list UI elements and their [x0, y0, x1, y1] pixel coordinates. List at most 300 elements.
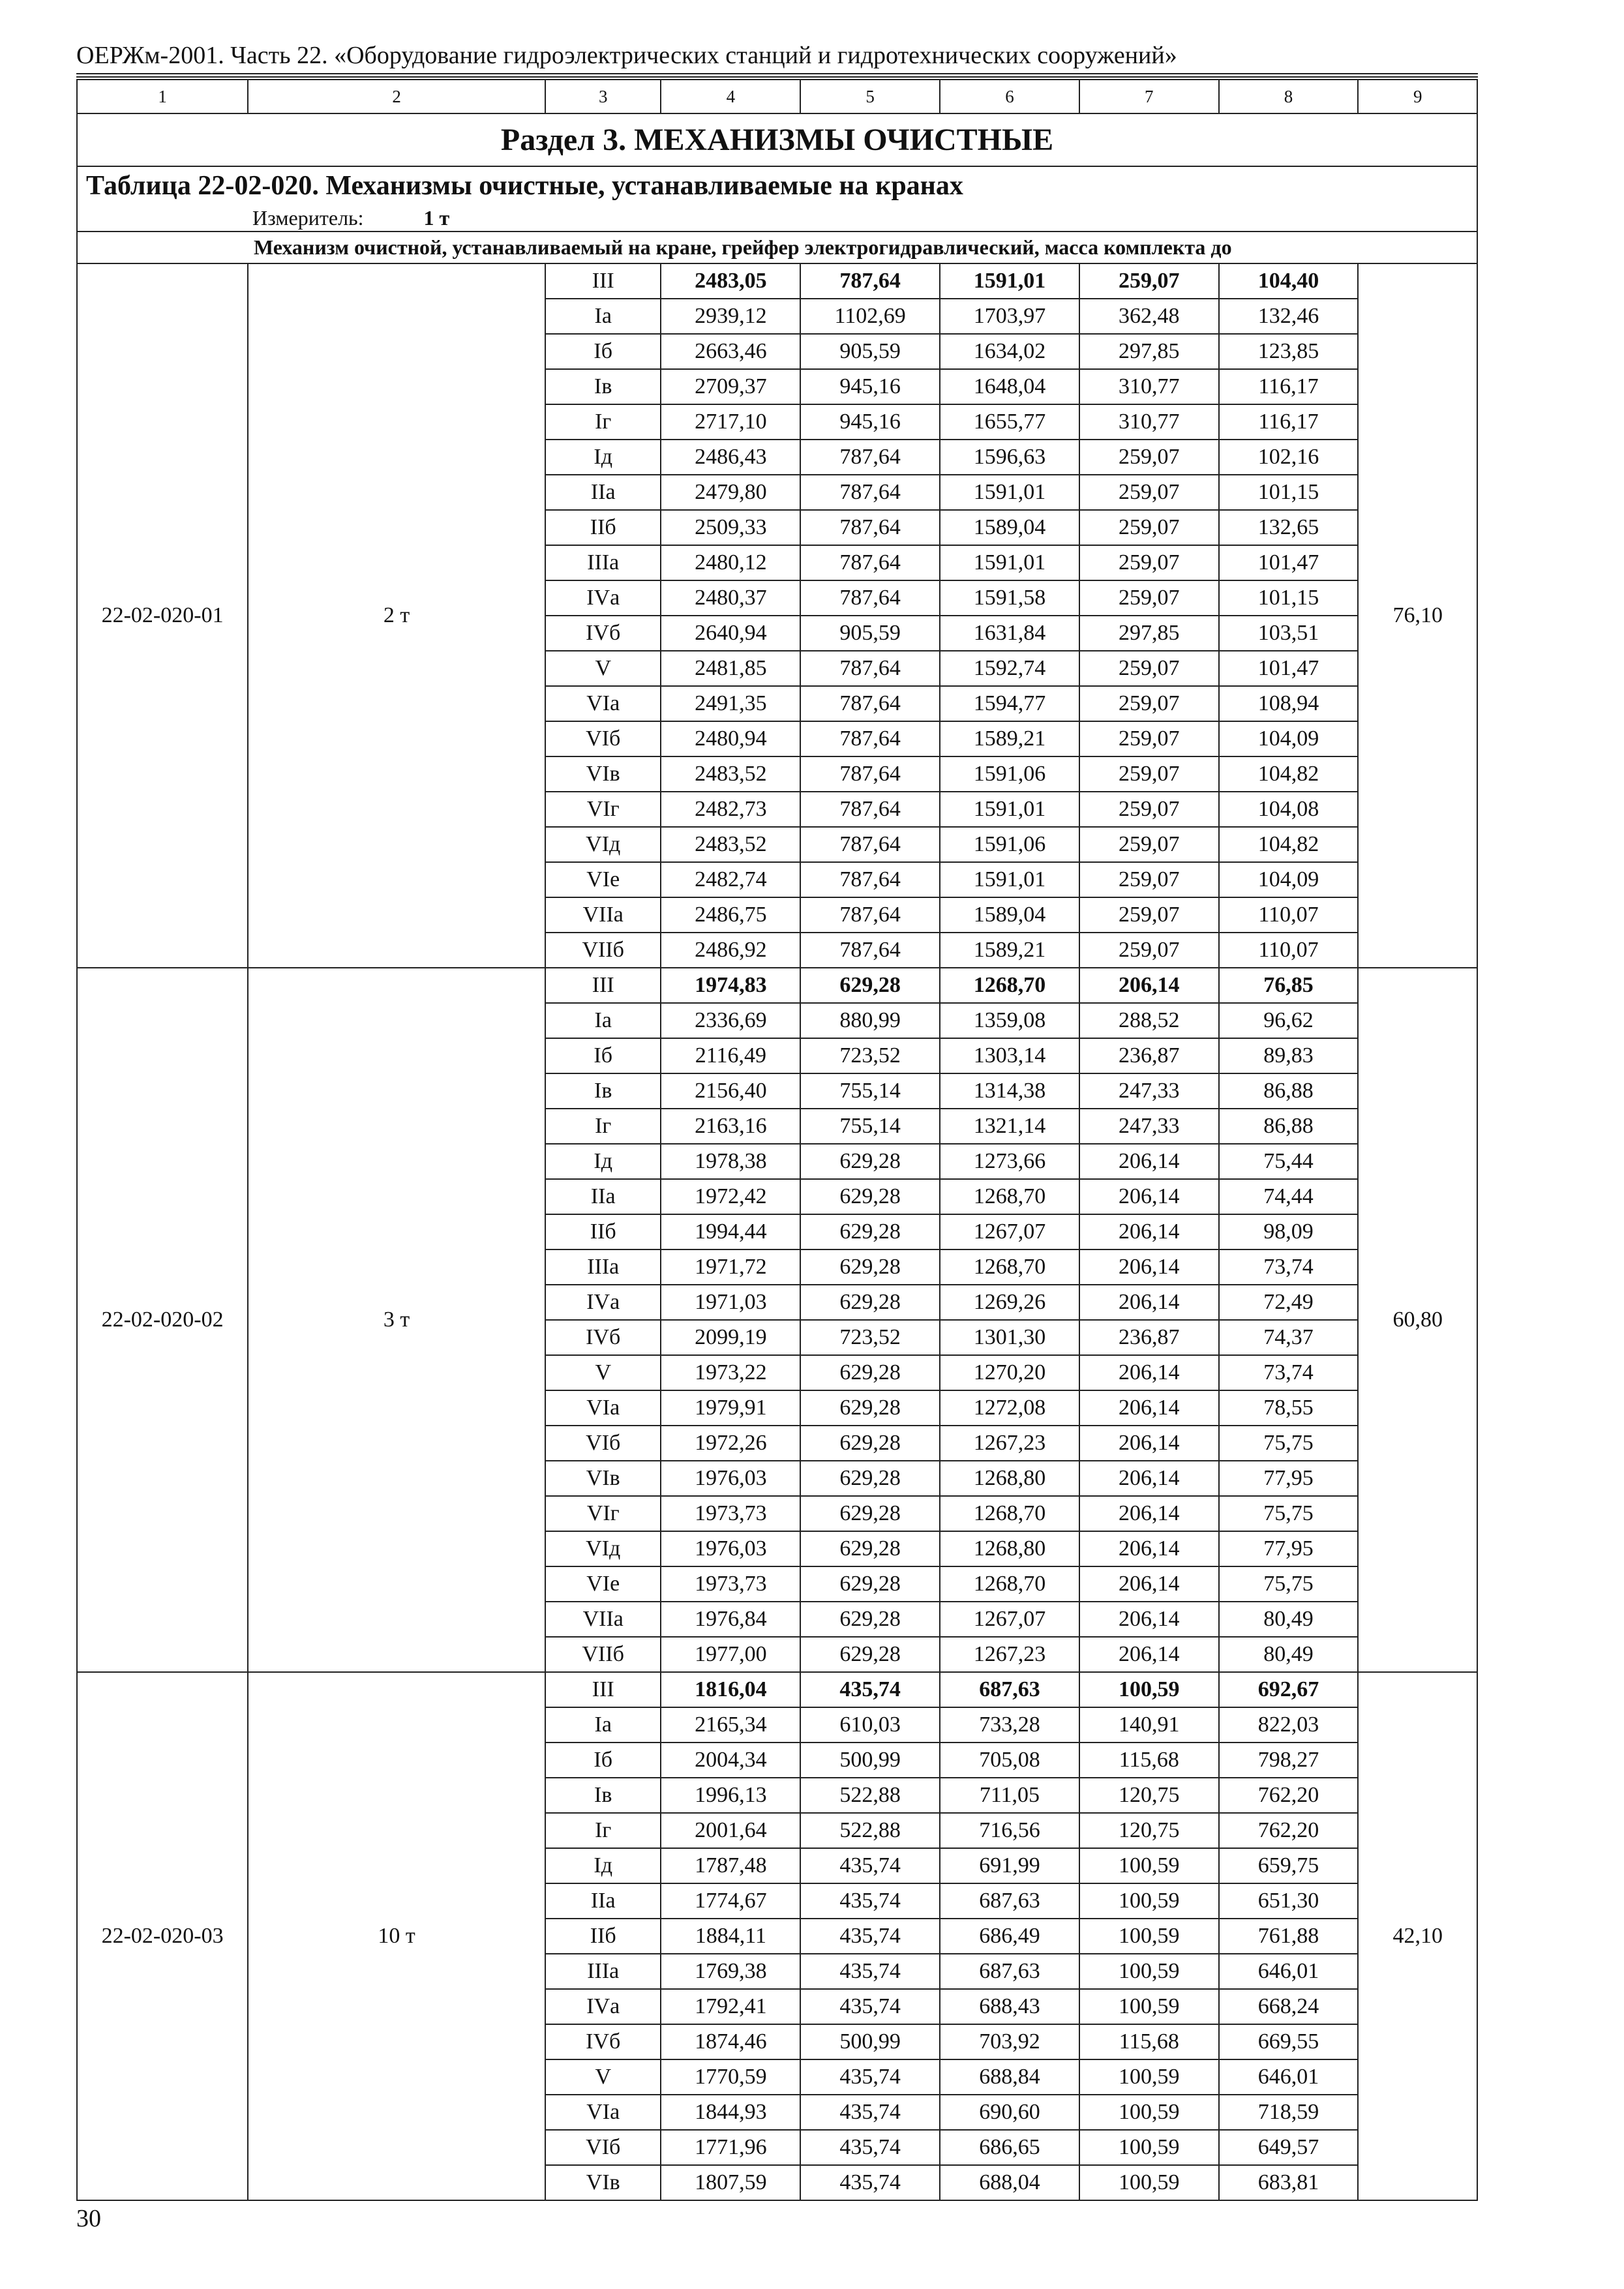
zone-cell: Iб — [545, 334, 661, 369]
value-cell: 206,14 — [1079, 1355, 1219, 1390]
zone-cell: IIа — [545, 1883, 661, 1919]
value-cell: 297,85 — [1079, 616, 1219, 651]
value-cell: 1273,66 — [940, 1144, 1079, 1179]
value-cell: 755,14 — [800, 1073, 940, 1109]
column-number: 7 — [1079, 80, 1219, 113]
value-cell: 206,14 — [1079, 1214, 1219, 1249]
value-cell: 787,64 — [800, 827, 940, 862]
zone-cell: Iа — [545, 299, 661, 334]
zone-cell: VIб — [545, 2130, 661, 2165]
value-cell: 2481,85 — [661, 651, 800, 686]
table-row — [77, 1672, 1477, 1707]
zone-cell: VIб — [545, 721, 661, 756]
zone-cell: IIIа — [545, 1249, 661, 1285]
value-cell: 236,87 — [1079, 1320, 1219, 1355]
value-cell: 1977,00 — [661, 1637, 800, 1672]
value-cell: 522,88 — [800, 1778, 940, 1813]
value-cell: 703,92 — [940, 2024, 1079, 2059]
column-number: 6 — [940, 80, 1079, 113]
value-cell: 705,08 — [940, 1743, 1079, 1778]
value-cell: 1589,04 — [940, 897, 1079, 933]
value-cell: 100,59 — [1079, 1848, 1219, 1883]
value-cell: 629,28 — [800, 1390, 940, 1426]
value-cell: 259,07 — [1079, 756, 1219, 792]
value-cell: 259,07 — [1079, 440, 1219, 475]
value-cell: 1591,01 — [940, 792, 1079, 827]
value-cell: 2486,43 — [661, 440, 800, 475]
value-cell: 1267,07 — [940, 1214, 1079, 1249]
value-cell: 100,59 — [1079, 2095, 1219, 2130]
value-cell: 668,24 — [1219, 1989, 1359, 2024]
value-cell: 1631,84 — [940, 616, 1079, 651]
value-cell: 1268,70 — [940, 1249, 1079, 1285]
value-cell: 716,56 — [940, 1813, 1079, 1848]
value-cell: 669,55 — [1219, 2024, 1359, 2059]
value-cell: 101,47 — [1219, 651, 1359, 686]
value-cell: 905,59 — [800, 334, 940, 369]
value-cell: 96,62 — [1219, 1003, 1359, 1038]
zone-cell: VIд — [545, 1531, 661, 1566]
value-cell: 762,20 — [1219, 1778, 1359, 1813]
zone-cell: VIIб — [545, 1637, 661, 1672]
value-cell: 100,59 — [1079, 2059, 1219, 2095]
value-cell: 1268,80 — [940, 1531, 1079, 1566]
value-cell: 798,27 — [1219, 1743, 1359, 1778]
value-cell: 247,33 — [1079, 1109, 1219, 1144]
column-9-value: 60,80 — [1358, 968, 1477, 1672]
value-cell: 101,15 — [1219, 475, 1359, 510]
value-cell: 629,28 — [800, 1249, 940, 1285]
value-cell: 2483,52 — [661, 756, 800, 792]
value-cell: 822,03 — [1219, 1707, 1359, 1743]
value-cell: 206,14 — [1079, 1249, 1219, 1285]
value-cell: 1655,77 — [940, 404, 1079, 440]
value-cell: 1973,73 — [661, 1496, 800, 1531]
meter-label: Измеритель: — [252, 205, 364, 230]
value-cell: 288,52 — [1079, 1003, 1219, 1038]
value-cell: 104,82 — [1219, 756, 1359, 792]
value-cell: 1787,48 — [661, 1848, 800, 1883]
value-cell: 1268,80 — [940, 1461, 1079, 1496]
value-cell: 2479,80 — [661, 475, 800, 510]
value-cell: 101,47 — [1219, 545, 1359, 580]
value-cell: 236,87 — [1079, 1038, 1219, 1073]
value-cell: 1771,96 — [661, 2130, 800, 2165]
value-cell: 755,14 — [800, 1109, 940, 1144]
zone-cell: IVа — [545, 580, 661, 616]
value-cell: 206,14 — [1079, 1390, 1219, 1426]
value-cell: 259,07 — [1079, 933, 1219, 968]
value-cell: 115,68 — [1079, 2024, 1219, 2059]
value-cell: 629,28 — [800, 1285, 940, 1320]
zone-cell: Iг — [545, 1813, 661, 1848]
value-cell: 761,88 — [1219, 1919, 1359, 1954]
value-cell: 259,07 — [1079, 263, 1219, 299]
column-number: 2 — [248, 80, 545, 113]
value-cell: 108,94 — [1219, 686, 1359, 721]
description: Механизм очистной, устанавливаемый на кране, грейфер электрогидравлический, масса комплекта до — [77, 232, 1477, 263]
value-cell: 787,64 — [800, 862, 940, 897]
value-cell: 687,63 — [940, 1883, 1079, 1919]
value-cell: 629,28 — [800, 1355, 940, 1390]
value-cell: 435,74 — [800, 1989, 940, 2024]
value-cell: 104,09 — [1219, 862, 1359, 897]
zone-cell: Iб — [545, 1038, 661, 1073]
value-cell: 206,14 — [1079, 1144, 1219, 1179]
value-cell: 629,28 — [800, 1179, 940, 1214]
value-cell: 77,95 — [1219, 1531, 1359, 1566]
value-cell: 100,59 — [1079, 1989, 1219, 2024]
value-cell: 1770,59 — [661, 2059, 800, 2095]
value-cell: 1591,01 — [940, 263, 1079, 299]
value-cell: 787,64 — [800, 756, 940, 792]
zone-cell: VIе — [545, 1566, 661, 1602]
value-cell: 1591,06 — [940, 756, 1079, 792]
value-cell: 733,28 — [940, 1707, 1079, 1743]
value-cell: 120,75 — [1079, 1813, 1219, 1848]
zone-cell: Iд — [545, 1144, 661, 1179]
value-cell: 104,08 — [1219, 792, 1359, 827]
value-cell: 723,52 — [800, 1320, 940, 1355]
value-cell: 2509,33 — [661, 510, 800, 545]
value-cell: 787,64 — [800, 580, 940, 616]
zone-cell: IIа — [545, 1179, 661, 1214]
zone-cell: III — [545, 1672, 661, 1707]
zone-cell: V — [545, 2059, 661, 2095]
value-cell: 1591,58 — [940, 580, 1079, 616]
value-cell: 1774,67 — [661, 1883, 800, 1919]
value-cell: 1973,22 — [661, 1355, 800, 1390]
value-cell: 1974,83 — [661, 968, 800, 1003]
value-cell: 646,01 — [1219, 2059, 1359, 2095]
value-cell: 103,51 — [1219, 616, 1359, 651]
value-cell: 80,49 — [1219, 1637, 1359, 1672]
value-cell: 435,74 — [800, 2165, 940, 2200]
running-title: ОЕРЖм-2001. Часть 22. «Оборудование гидроэлектрических станций и гидротехнических сооружений» — [76, 42, 1177, 69]
value-cell: 646,01 — [1219, 1954, 1359, 1989]
position-code: 22-02-020-02 — [77, 968, 248, 1672]
column-number: 1 — [77, 80, 248, 113]
zone-cell: VIв — [545, 2165, 661, 2200]
value-cell: 310,77 — [1079, 369, 1219, 404]
value-cell: 1648,04 — [940, 369, 1079, 404]
value-cell: 1884,11 — [661, 1919, 800, 1954]
value-cell: 2709,37 — [661, 369, 800, 404]
value-cell: 1591,01 — [940, 862, 1079, 897]
zone-cell: VIв — [545, 1461, 661, 1496]
value-cell: 787,64 — [800, 651, 940, 686]
value-cell: 2482,73 — [661, 792, 800, 827]
table-row — [77, 968, 1477, 1003]
zone-cell: Iб — [545, 1743, 661, 1778]
value-cell: 435,74 — [800, 1672, 940, 1707]
zone-cell: III — [545, 263, 661, 299]
value-cell: 1874,46 — [661, 2024, 800, 2059]
position-name: 10 т — [248, 1672, 545, 2200]
value-cell: 787,64 — [800, 721, 940, 756]
value-cell: 629,28 — [800, 1426, 940, 1461]
value-cell: 1972,42 — [661, 1179, 800, 1214]
value-cell: 500,99 — [800, 1743, 940, 1778]
value-cell: 100,59 — [1079, 1954, 1219, 1989]
zone-cell: VIIа — [545, 1602, 661, 1637]
zone-cell: IVа — [545, 1989, 661, 2024]
value-cell: 2480,94 — [661, 721, 800, 756]
value-cell: 1816,04 — [661, 1672, 800, 1707]
value-cell: 1272,08 — [940, 1390, 1079, 1426]
value-cell: 687,63 — [940, 1954, 1079, 1989]
zone-cell: Iа — [545, 1707, 661, 1743]
value-cell: 74,37 — [1219, 1320, 1359, 1355]
page-number: 30 — [76, 2205, 101, 2232]
value-cell: 2163,16 — [661, 1109, 800, 1144]
column-number: 8 — [1219, 80, 1359, 113]
value-cell: 629,28 — [800, 1602, 940, 1637]
value-cell: 2482,74 — [661, 862, 800, 897]
value-cell: 2099,19 — [661, 1320, 800, 1355]
value-cell: 2486,92 — [661, 933, 800, 968]
value-cell: 629,28 — [800, 1144, 940, 1179]
value-cell: 2486,75 — [661, 897, 800, 933]
value-cell: 74,44 — [1219, 1179, 1359, 1214]
value-cell: 1976,03 — [661, 1461, 800, 1496]
value-cell: 762,20 — [1219, 1813, 1359, 1848]
value-cell: 100,59 — [1079, 1672, 1219, 1707]
value-cell: 629,28 — [800, 1531, 940, 1566]
zone-cell: VIг — [545, 1496, 661, 1531]
zone-cell: IIа — [545, 475, 661, 510]
value-cell: 1359,08 — [940, 1003, 1079, 1038]
value-cell: 1267,07 — [940, 1602, 1079, 1637]
value-cell: 259,07 — [1079, 580, 1219, 616]
value-cell: 123,85 — [1219, 334, 1359, 369]
value-cell: 1301,30 — [940, 1320, 1079, 1355]
value-cell: 1268,70 — [940, 1496, 1079, 1531]
value-cell: 75,75 — [1219, 1426, 1359, 1461]
value-cell: 435,74 — [800, 1883, 940, 1919]
value-cell: 1589,04 — [940, 510, 1079, 545]
value-cell: 100,59 — [1079, 1883, 1219, 1919]
value-cell: 80,49 — [1219, 1602, 1359, 1637]
value-cell: 1303,14 — [940, 1038, 1079, 1073]
value-cell: 2939,12 — [661, 299, 800, 334]
value-cell: 259,07 — [1079, 721, 1219, 756]
value-cell: 1703,97 — [940, 299, 1079, 334]
value-cell: 787,64 — [800, 897, 940, 933]
value-cell: 787,64 — [800, 510, 940, 545]
value-cell: 1314,38 — [940, 1073, 1079, 1109]
value-cell: 104,09 — [1219, 721, 1359, 756]
value-cell: 435,74 — [800, 2095, 940, 2130]
value-cell: 787,64 — [800, 545, 940, 580]
column-9-value: 42,10 — [1358, 1672, 1477, 2200]
zone-cell: Iв — [545, 1073, 661, 1109]
value-cell: 1634,02 — [940, 334, 1079, 369]
value-cell: 629,28 — [800, 1461, 940, 1496]
position-code: 22-02-020-01 — [77, 263, 248, 968]
zone-cell: Iв — [545, 1778, 661, 1813]
zone-cell: Iг — [545, 404, 661, 440]
value-cell: 2483,52 — [661, 827, 800, 862]
value-cell: 686,49 — [940, 1919, 1079, 1954]
value-cell: 711,05 — [940, 1778, 1079, 1813]
section-title-row — [77, 113, 1477, 166]
header-rule — [76, 73, 1478, 78]
value-cell: 116,17 — [1219, 404, 1359, 440]
value-cell: 2491,35 — [661, 686, 800, 721]
table-body — [77, 80, 1477, 2200]
value-cell: 688,43 — [940, 1989, 1079, 2024]
zone-cell: Iд — [545, 440, 661, 475]
value-cell: 1996,13 — [661, 1778, 800, 1813]
position-name: 3 т — [248, 968, 545, 1672]
zone-cell: Iа — [545, 1003, 661, 1038]
value-cell: 78,55 — [1219, 1390, 1359, 1426]
value-cell: 1591,01 — [940, 475, 1079, 510]
value-cell: 435,74 — [800, 1848, 940, 1883]
value-cell: 259,07 — [1079, 475, 1219, 510]
value-cell: 787,64 — [800, 933, 940, 968]
value-cell: 1268,70 — [940, 1179, 1079, 1214]
zone-cell: VIб — [545, 1426, 661, 1461]
value-cell: 73,74 — [1219, 1355, 1359, 1390]
zone-cell: Iв — [545, 369, 661, 404]
zone-cell: IIб — [545, 1919, 661, 1954]
value-cell: 77,95 — [1219, 1461, 1359, 1496]
value-cell: 691,99 — [940, 1848, 1079, 1883]
value-cell: 2156,40 — [661, 1073, 800, 1109]
value-cell: 1267,23 — [940, 1426, 1079, 1461]
value-cell: 101,15 — [1219, 580, 1359, 616]
value-cell: 1807,59 — [661, 2165, 800, 2200]
value-cell: 104,40 — [1219, 263, 1359, 299]
column-number: 9 — [1358, 80, 1477, 113]
value-cell: 247,33 — [1079, 1073, 1219, 1109]
column-number: 4 — [661, 80, 800, 113]
value-cell: 362,48 — [1079, 299, 1219, 334]
value-cell: 72,49 — [1219, 1285, 1359, 1320]
value-cell: 1268,70 — [940, 1566, 1079, 1602]
value-cell: 1589,21 — [940, 721, 1079, 756]
value-cell: 89,83 — [1219, 1038, 1359, 1073]
zone-cell: IVа — [545, 1285, 661, 1320]
column-number-row — [77, 80, 1477, 113]
meter-value: 1 т — [423, 205, 450, 230]
value-cell: 1844,93 — [661, 2095, 800, 2130]
value-cell: 259,07 — [1079, 862, 1219, 897]
value-cell: 2165,34 — [661, 1707, 800, 1743]
value-cell: 629,28 — [800, 1496, 940, 1531]
value-cell: 1976,84 — [661, 1602, 800, 1637]
value-cell: 610,03 — [800, 1707, 940, 1743]
value-cell: 259,07 — [1079, 651, 1219, 686]
zone-cell: Iд — [545, 1848, 661, 1883]
value-cell: 100,59 — [1079, 2165, 1219, 2200]
zone-cell: VIг — [545, 792, 661, 827]
zone-cell: VIIа — [545, 897, 661, 933]
value-cell: 86,88 — [1219, 1109, 1359, 1144]
table-row — [77, 263, 1477, 299]
value-cell: 116,17 — [1219, 369, 1359, 404]
value-cell: 629,28 — [800, 1214, 940, 1249]
value-cell: 688,04 — [940, 2165, 1079, 2200]
value-cell: 435,74 — [800, 1919, 940, 1954]
value-cell: 1972,26 — [661, 1426, 800, 1461]
zone-cell: IIб — [545, 1214, 661, 1249]
zone-cell: III — [545, 968, 661, 1003]
value-cell: 206,14 — [1079, 1285, 1219, 1320]
value-cell: 1591,06 — [940, 827, 1079, 862]
value-cell: 629,28 — [800, 1637, 940, 1672]
zone-cell: IVб — [545, 2024, 661, 2059]
price-table — [76, 79, 1478, 2201]
table-title-row — [77, 166, 1477, 205]
value-cell: 1971,03 — [661, 1285, 800, 1320]
column-9-value: 76,10 — [1358, 263, 1477, 968]
value-cell: 683,81 — [1219, 2165, 1359, 2200]
value-cell: 629,28 — [800, 968, 940, 1003]
value-cell: 206,14 — [1079, 1179, 1219, 1214]
value-cell: 206,14 — [1079, 1637, 1219, 1672]
value-cell: 140,91 — [1079, 1707, 1219, 1743]
value-cell: 1270,20 — [940, 1355, 1079, 1390]
value-cell: 310,77 — [1079, 404, 1219, 440]
value-cell: 1589,21 — [940, 933, 1079, 968]
position-code: 22-02-020-03 — [77, 1672, 248, 2200]
value-cell: 132,65 — [1219, 510, 1359, 545]
column-number: 5 — [800, 80, 940, 113]
zone-cell: V — [545, 1355, 661, 1390]
value-cell: 2480,12 — [661, 545, 800, 580]
value-cell: 86,88 — [1219, 1073, 1359, 1109]
value-cell: 692,67 — [1219, 1672, 1359, 1707]
value-cell: 2004,34 — [661, 1743, 800, 1778]
value-cell: 132,46 — [1219, 299, 1359, 334]
value-cell: 787,64 — [800, 792, 940, 827]
value-cell: 880,99 — [800, 1003, 940, 1038]
value-cell: 2640,94 — [661, 616, 800, 651]
value-cell: 1973,73 — [661, 1566, 800, 1602]
value-cell: 206,14 — [1079, 1602, 1219, 1637]
value-cell: 688,84 — [940, 2059, 1079, 2095]
position-name: 2 т — [248, 263, 545, 968]
value-cell: 435,74 — [800, 2130, 940, 2165]
value-cell: 100,59 — [1079, 2130, 1219, 2165]
value-cell: 687,63 — [940, 1672, 1079, 1707]
value-cell: 1976,03 — [661, 1531, 800, 1566]
table-title: Таблица 22-02-020. Механизмы очистные, устанавливаемые на кранах — [77, 166, 1477, 205]
value-cell: 110,07 — [1219, 933, 1359, 968]
value-cell: 435,74 — [800, 2059, 940, 2095]
value-cell: 945,16 — [800, 369, 940, 404]
value-cell: 1592,74 — [940, 651, 1079, 686]
zone-cell: VIе — [545, 862, 661, 897]
value-cell: 2483,05 — [661, 263, 800, 299]
meter-cell — [77, 205, 1477, 232]
zone-cell: IIIа — [545, 545, 661, 580]
value-cell: 206,14 — [1079, 968, 1219, 1003]
value-cell: 718,59 — [1219, 2095, 1359, 2130]
value-cell: 1591,01 — [940, 545, 1079, 580]
value-cell: 259,07 — [1079, 827, 1219, 862]
value-cell: 2116,49 — [661, 1038, 800, 1073]
value-cell: 787,64 — [800, 475, 940, 510]
value-cell: 1102,69 — [800, 299, 940, 334]
zone-cell: IVб — [545, 616, 661, 651]
value-cell: 259,07 — [1079, 510, 1219, 545]
value-cell: 690,60 — [940, 2095, 1079, 2130]
value-cell: 787,64 — [800, 686, 940, 721]
